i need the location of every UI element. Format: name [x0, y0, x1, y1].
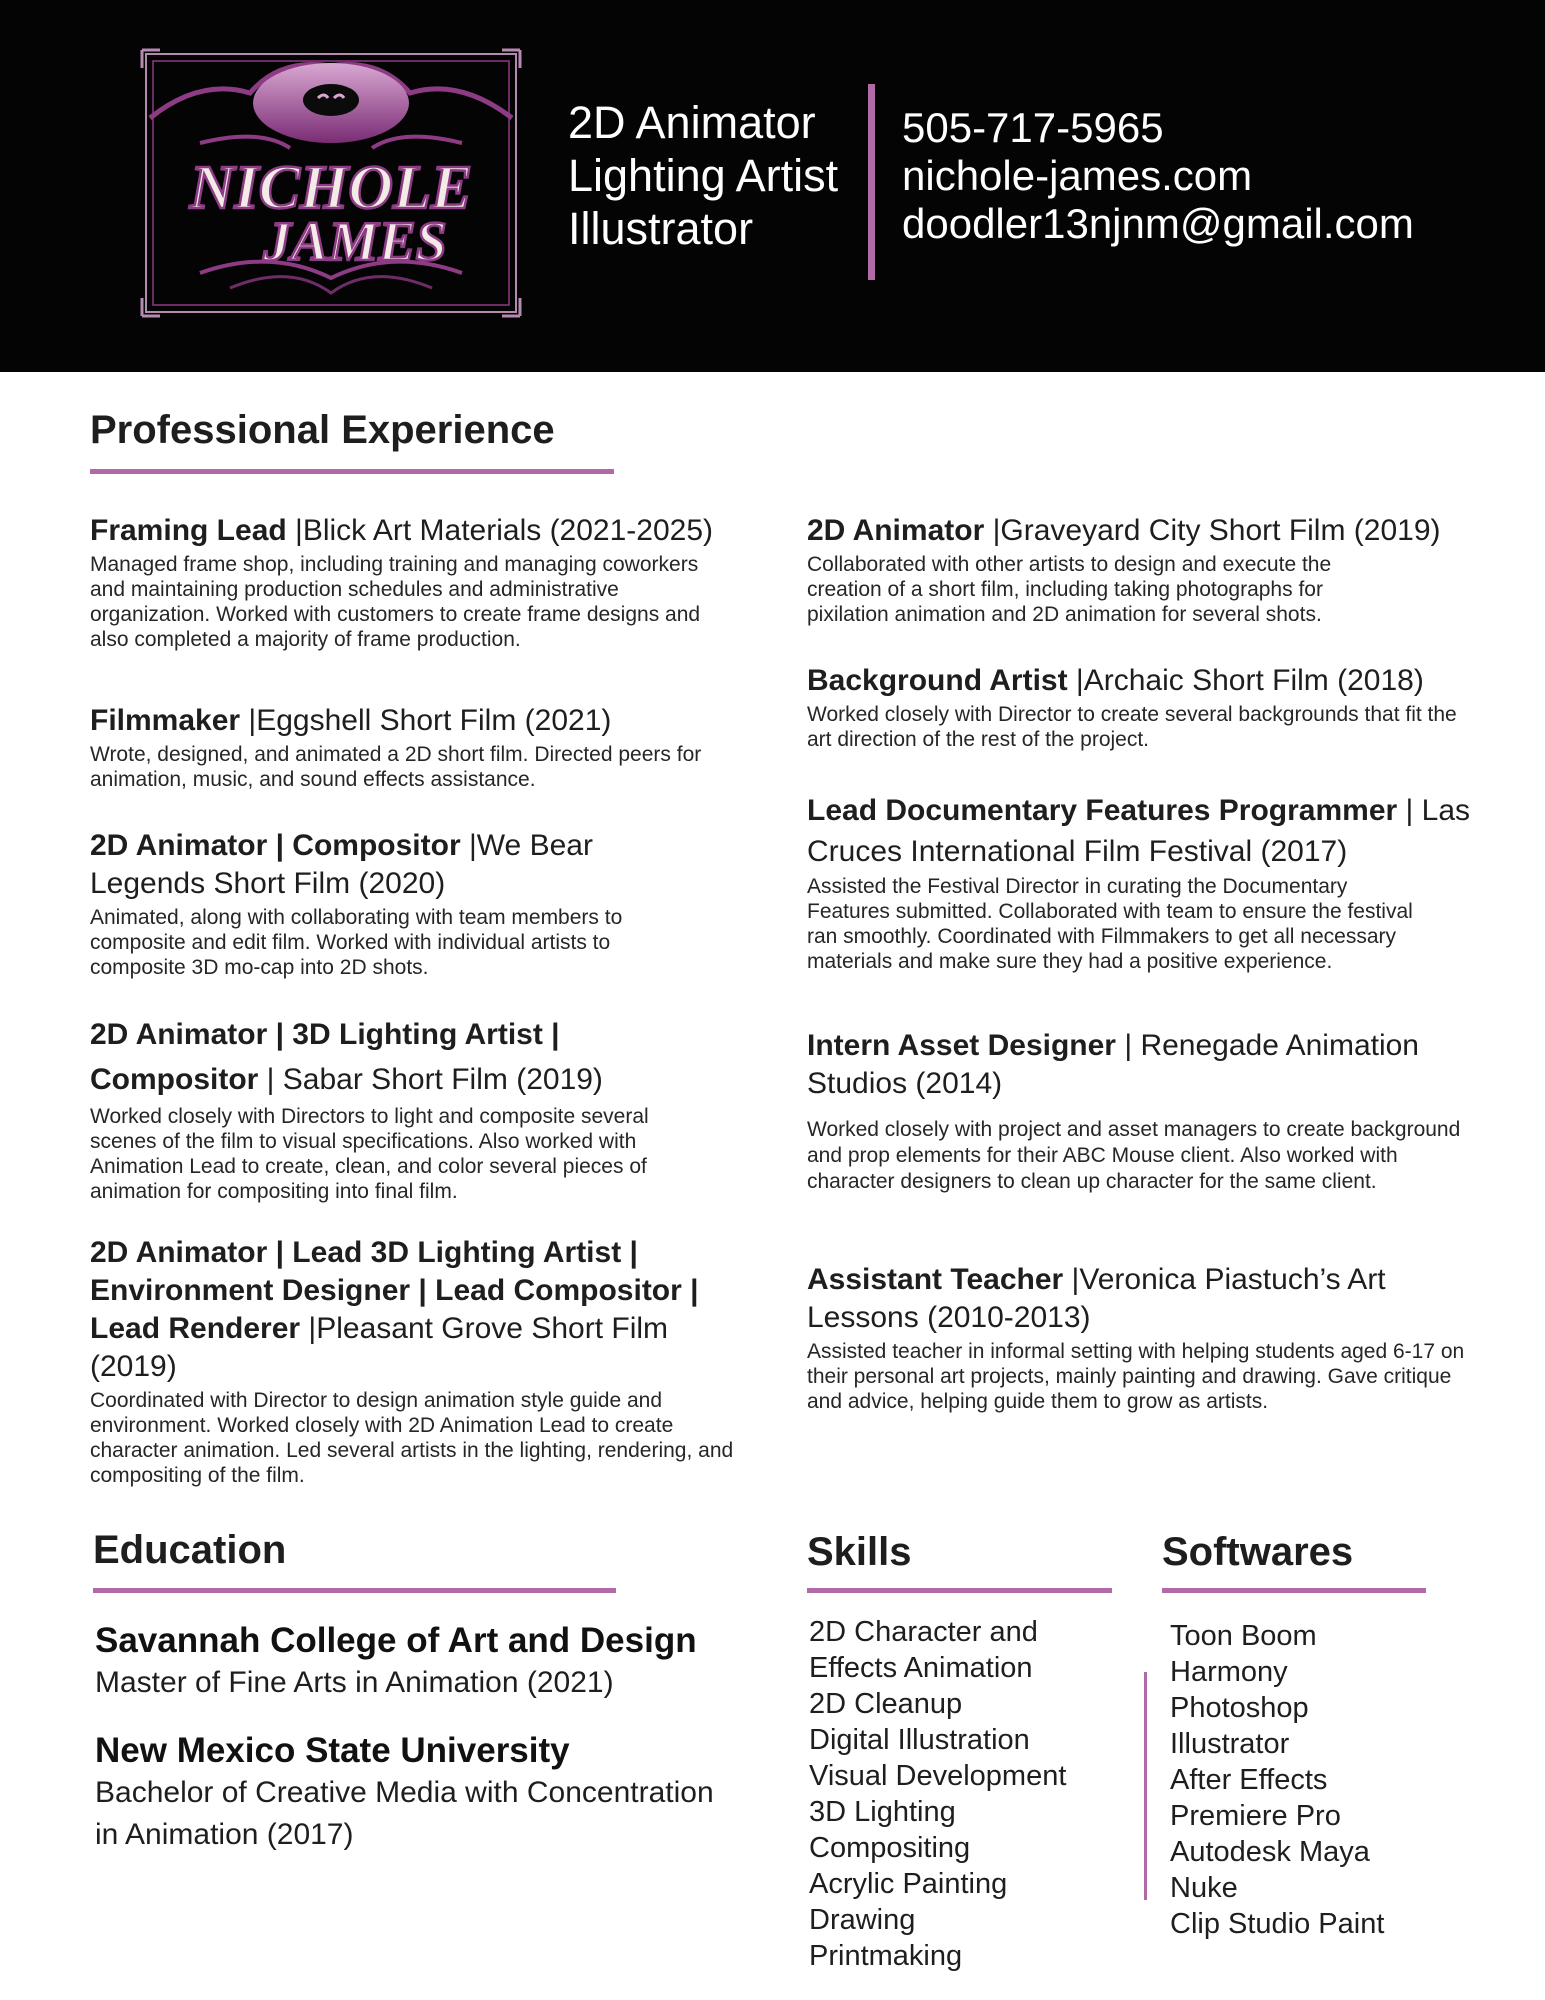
job-title: 2D Animator | Compositor [90, 829, 461, 862]
job-place: Las Cruces International Film Festival (2017) [807, 794, 1471, 868]
job-title: Filmmaker [90, 704, 241, 737]
role-title: Lighting Artist [568, 150, 839, 201]
experience-heading: Professional Experience [90, 408, 555, 452]
job-description: Wrote, designed, and animated a 2D short film. Directed peers for animation, music, and sound effects assistance. [90, 743, 702, 791]
software-item: Harmony [1170, 1656, 1288, 1688]
software-item: Premiere Pro [1170, 1800, 1341, 1832]
job-entry: Assistant Teacher |Veronica Piastuch’s Art Lessons (2010-2013) Assisted teacher in informal setting with helping students aged 6-17 on their personal art projects, mainly painting and drawing. Gave critique and advice, helping guide them to grow as artists. [807, 1261, 1487, 1414]
header-divider [868, 84, 875, 280]
skills-list [809, 1614, 1066, 1974]
job-description: Assisted teacher in informal setting with helping students aged 6-17 on their personal art projects, mainly painting and drawing. Gave critique and advice, helping guide them to grow as artists. [807, 1340, 1465, 1413]
experience-heading-rule [90, 469, 614, 474]
job-entry: Framing Lead |Blick Art Materials (2021-2025) Managed frame shop, including training and managing coworkers and maintaining production schedules and administrative organization. Worked with customers to create frame designs and also completed a majority of frame production. [90, 512, 750, 652]
job-title: Background Artist [807, 664, 1068, 697]
header-banner [0, 0, 1545, 372]
job-entry: 2D Animator | Compositor |We Bear Legends Short Film (2020) Animated, along with collaborating with team members to composite and edit film. Worked with individual artists to composite 3D mo-cap into 2D shots. [90, 827, 690, 980]
education-entry [95, 1730, 735, 1856]
job-entry: Filmmaker |Eggshell Short Film (2021) Wrote, designed, and animated a 2D short film. Directed peers for animation, music, and sound effects assistance. [90, 702, 750, 792]
job-place: Eggshell Short Film (2021) [256, 704, 612, 737]
skills-heading: Skills [807, 1530, 912, 1574]
software-item: Illustrator [1170, 1728, 1290, 1760]
job-description: Managed frame shop, including training and managing coworkers and maintaining production schedules and administrative organization. Worked with customers to create frame designs and also completed a majority of frame production. [90, 553, 701, 651]
email-link[interactable]: doodler13njnm@gmail.com [902, 200, 1414, 247]
skill-item: Digital Illustration [809, 1724, 1030, 1756]
software-item: Clip Studio Paint [1170, 1908, 1385, 1940]
skill-item: Effects Animation [809, 1652, 1033, 1684]
job-entry: Lead Documentary Features Programmer | Las Cruces International Film Festival (2017) Assisted the Festival Director in curating the Documentary Features submitted. Collaborated with team to ensure the festival ran smoothly. Coordinated with Filmmakers to get all necessary materials and make sure they had a positive experience. [807, 794, 1471, 973]
job-description: Animated, along with collaborating with team members to composite and edit film. Worked with individual artists to composite 3D mo-cap into 2D shots. [90, 906, 623, 979]
job-entry: 2D Animator | 3D Lighting Artist | Compositor | Sabar Short Film (2019) Worked closely with Directors to light and composite several scenes of the film to visual specifications. Also worked with Animation Lead to create, clean, and color several pieces of animation for compositing into final film. [90, 1012, 660, 1204]
job-place: Sabar Short Film (2019) [282, 1063, 603, 1096]
software-item: Photoshop [1170, 1692, 1309, 1724]
skill-item: Visual Development [809, 1760, 1067, 1792]
job-description: Worked closely with Directors to light and composite several scenes of the film to visual specifications. Also worked with Animation Lead to create, clean, and color several pieces of animation for compositing into final film. [90, 1105, 649, 1203]
softwares-list [1170, 1618, 1384, 1942]
job-title: 2D Animator | 3D Lighting Artist | Compositor [90, 1018, 560, 1096]
svg-text:NICHOLE: NICHOLE [189, 154, 473, 222]
job-place: Blick Art Materials (2021-2025) [302, 514, 714, 547]
phone-number[interactable]: 505-717-5965 [902, 104, 1164, 151]
education-heading-rule [93, 1588, 616, 1593]
job-entry: Intern Asset Designer | Renegade Animation Studios (2014) Worked closely with project and asset managers to create background and prop elements for their ABC Mouse client. Also worked with character designers to clean up character for the same client. [807, 1027, 1487, 1195]
degree: Bachelor of Creative Media with Concentration in Animation (2017) [95, 1776, 714, 1851]
job-entry: 2D Animator | Lead 3D Lighting Artist | Environment Designer | Lead Compositor | Lead Renderer |Pleasant Grove Short Film (2019) Coordinated with Director to design animation style guide and environment. Worked closely with 2D Animation Lead to create character animation. Led several artists in the lighting, rendering, and compositing of the film. [90, 1234, 750, 1488]
job-place: Archaic Short Film (2018) [1083, 664, 1424, 697]
software-item: Autodesk Maya [1170, 1836, 1370, 1868]
softwares-heading-rule [1162, 1588, 1426, 1593]
job-title: 2D Animator [807, 514, 985, 547]
education-entry [95, 1620, 697, 1704]
job-entry: 2D Animator |Graveyard City Short Film (2019) Collaborated with other artists to design and execute the creation of a short film, including taking photographs for pixilation animation and 2D animation for several shots. [807, 514, 1441, 626]
job-description: Worked closely with Director to create several backgrounds that fit the art direction of the rest of the project. [807, 703, 1457, 751]
job-title: Intern Asset Designer [807, 1029, 1116, 1062]
software-item: After Effects [1170, 1764, 1328, 1796]
svg-text:JAMES: JAMES [263, 211, 447, 273]
job-entry: Background Artist |Archaic Short Film (2018) Worked closely with Director to create several backgrounds that fit the art direction of the rest of the project. [807, 662, 1487, 752]
school-name: New Mexico State University [95, 1731, 570, 1770]
contact-info [902, 104, 1414, 248]
job-description: Assisted the Festival Director in curating the Documentary Features submitted. Collaborated with team to ensure the festival ran smoothly. Coordinated with Filmmakers to get all necessary materials and make sure they had a positive experience. [807, 875, 1413, 973]
nichole-james-logo [140, 48, 522, 318]
skill-item: Acrylic Painting [809, 1868, 1008, 1900]
job-title: Assistant Teacher [807, 1263, 1064, 1296]
skill-item: 2D Character and [809, 1616, 1038, 1648]
skill-item: Printmaking [809, 1940, 963, 1972]
role-title: Illustrator [568, 203, 754, 254]
softwares-divider [1144, 1672, 1147, 1900]
job-title: Lead Documentary Features Programmer [807, 794, 1398, 827]
role-titles [568, 96, 838, 255]
job-description: Coordinated with Director to design animation style guide and environment. Worked closely with 2D Animation Lead to create character animation. Led several artists in the lighting, rendering, and compositing of the film. [90, 1389, 734, 1487]
job-place: Renegade Animation Studios (2014) [807, 1029, 1419, 1100]
role-title: 2D Animator [568, 97, 816, 148]
skill-item: Drawing [809, 1904, 916, 1936]
education-heading: Education [93, 1528, 287, 1572]
skill-item: Compositing [809, 1832, 971, 1864]
job-place: Pleasant Grove Short Film (2019) [90, 1312, 669, 1383]
skills-heading-rule [807, 1588, 1112, 1593]
degree: Master of Fine Arts in Animation (2021) [95, 1666, 614, 1699]
website-link[interactable]: nichole-james.com [902, 152, 1253, 199]
skill-item: 2D Cleanup [809, 1688, 963, 1720]
software-item: Toon Boom [1170, 1620, 1317, 1652]
job-description: Worked closely with project and asset managers to create background and prop elements for their ABC Mouse client. Also worked with character designers to clean up character for the same client. [807, 1118, 1461, 1193]
job-place: We Bear Legends Short Film (2020) [90, 829, 593, 900]
job-title: Framing Lead [90, 514, 287, 547]
skill-item: 3D Lighting [809, 1796, 956, 1828]
job-place: Graveyard City Short Film (2019) [1000, 514, 1441, 547]
software-item: Nuke [1170, 1872, 1238, 1904]
job-place: Veronica Piastuch’s Art Lessons (2010-2013) [807, 1263, 1386, 1334]
softwares-heading: Softwares [1162, 1530, 1354, 1574]
school-name: Savannah College of Art and Design [95, 1621, 697, 1660]
job-title: 2D Animator | Lead 3D Lighting Artist | Environment Designer | Lead Compositor | Lead Renderer [90, 1236, 699, 1345]
job-description: Collaborated with other artists to design and execute the creation of a short film, including taking photographs for pixilation animation and 2D animation for several shots. [807, 553, 1332, 626]
